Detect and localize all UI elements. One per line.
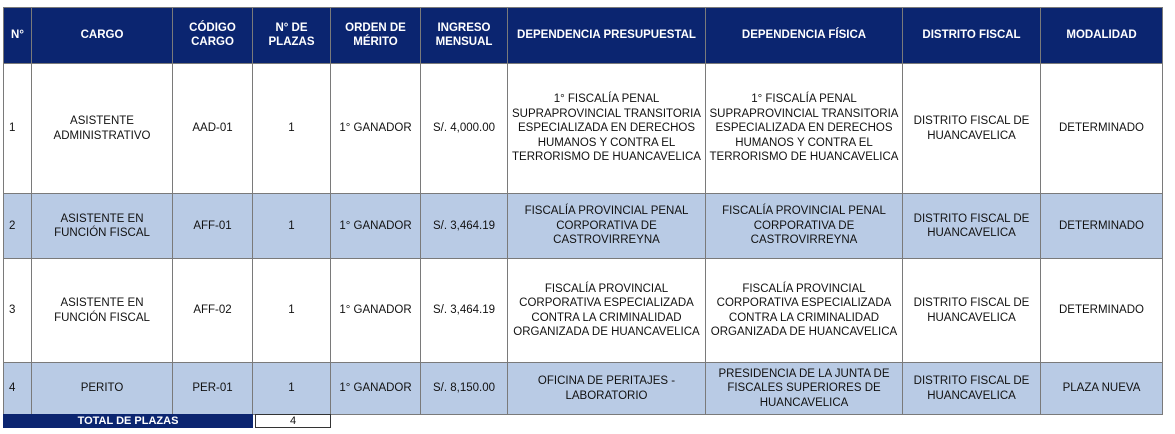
cell-distrito: DISTRITO FISCAL DE HUANCAVELICA [903,64,1041,194]
cell-ingreso: S/. 3,464.19 [421,194,508,259]
cell-num: 1 [4,64,32,194]
cell-modalidad: DETERMINADO [1041,259,1163,363]
cell-modalidad: DETERMINADO [1041,64,1163,194]
cell-plazas: 1 [253,363,331,415]
cell-orden: 1° GANADOR [331,259,421,363]
cell-cargo: ASISTENTE ADMINISTRATIVO [32,64,173,194]
header-codigo: CÓDIGO CARGO [173,8,253,64]
cell-dep-presupuestal: 1° FISCALÍA PENAL SUPRAPROVINCIAL TRANSITORIA ESPECIALIZADA EN DERECHOS HUMANOS Y CONTRA EL TERRORISMO DE HUANCAVELICA [508,64,706,194]
cell-orden: 1° GANADOR [331,194,421,259]
header-cargo: CARGO [32,8,173,64]
cell-num: 4 [4,363,32,415]
cell-distrito: DISTRITO FISCAL DE HUANCAVELICA [903,363,1041,415]
cell-ingreso: S/. 3,464.19 [421,259,508,363]
cell-dep-fisica: PRESIDENCIA DE LA JUNTA DE FISCALES SUPERIORES DE HUANCAVELICA [706,363,903,415]
total-value: 4 [255,414,331,428]
table-row [4,194,1163,259]
cell-codigo: AFF-02 [173,259,253,363]
plazas-table [3,7,1163,415]
cell-orden: 1° GANADOR [331,64,421,194]
table-row [4,259,1163,363]
cell-ingreso: S/. 8,150.00 [421,363,508,415]
cell-orden: 1° GANADOR [331,363,421,415]
cell-num: 2 [4,194,32,259]
header-modalidad: MODALIDAD [1041,8,1163,64]
header-orden: ORDEN DE MÉRITO [331,8,421,64]
header-distrito: DISTRITO FISCAL [903,8,1041,64]
cell-plazas: 1 [253,64,331,194]
cell-cargo: ASISTENTE EN FUNCIÓN FISCAL [32,194,173,259]
cell-cargo: ASISTENTE EN FUNCIÓN FISCAL [32,259,173,363]
plazas-table-wrapper [3,7,1163,415]
cell-plazas: 1 [253,259,331,363]
header-dep-presupuestal: DEPENDENCIA PRESUPUESTAL [508,8,706,64]
header-num: N° [4,8,32,64]
cell-plazas: 1 [253,194,331,259]
header-ingreso: INGRESO MENSUAL [421,8,508,64]
cell-dep-presupuestal: FISCALÍA PROVINCIAL CORPORATIVA ESPECIALIZADA CONTRA LA CRIMINALIDAD ORGANIZADA DE HUANCAVELICA [508,259,706,363]
cell-cargo: PERITO [32,363,173,415]
table-row [4,363,1163,415]
cell-codigo: AFF-01 [173,194,253,259]
cell-dep-fisica: FISCALÍA PROVINCIAL CORPORATIVA ESPECIALIZADA CONTRA LA CRIMINALIDAD ORGANIZADA DE HUANCAVELICA [706,259,903,363]
table-row [4,64,1163,194]
cell-dep-presupuestal: FISCALÍA PROVINCIAL PENAL CORPORATIVA DE CASTROVIRREYNA [508,194,706,259]
cell-dep-fisica: 1° FISCALÍA PENAL SUPRAPROVINCIAL TRANSITORIA ESPECIALIZADA EN DERECHOS HUMANOS Y CONTRA EL TERRORISMO DE HUANCAVELICA [706,64,903,194]
cell-modalidad: DETERMINADO [1041,194,1163,259]
cell-modalidad: PLAZA NUEVA [1041,363,1163,415]
cell-codigo: PER-01 [173,363,253,415]
cell-distrito: DISTRITO FISCAL DE HUANCAVELICA [903,259,1041,363]
header-row [4,8,1163,64]
header-dep-fisica: DEPENDENCIA FÍSICA [706,8,903,64]
header-plazas: N° DE PLAZAS [253,8,331,64]
cell-dep-fisica: FISCALÍA PROVINCIAL PENAL CORPORATIVA DE CASTROVIRREYNA [706,194,903,259]
cell-distrito: DISTRITO FISCAL DE HUANCAVELICA [903,194,1041,259]
cell-dep-presupuestal: OFICINA DE PERITAJES - LABORATORIO [508,363,706,415]
cell-codigo: AAD-01 [173,64,253,194]
total-label: TOTAL DE PLAZAS [3,414,253,428]
cell-num: 3 [4,259,32,363]
cell-ingreso: S/. 4,000.00 [421,64,508,194]
total-bar [3,414,331,428]
